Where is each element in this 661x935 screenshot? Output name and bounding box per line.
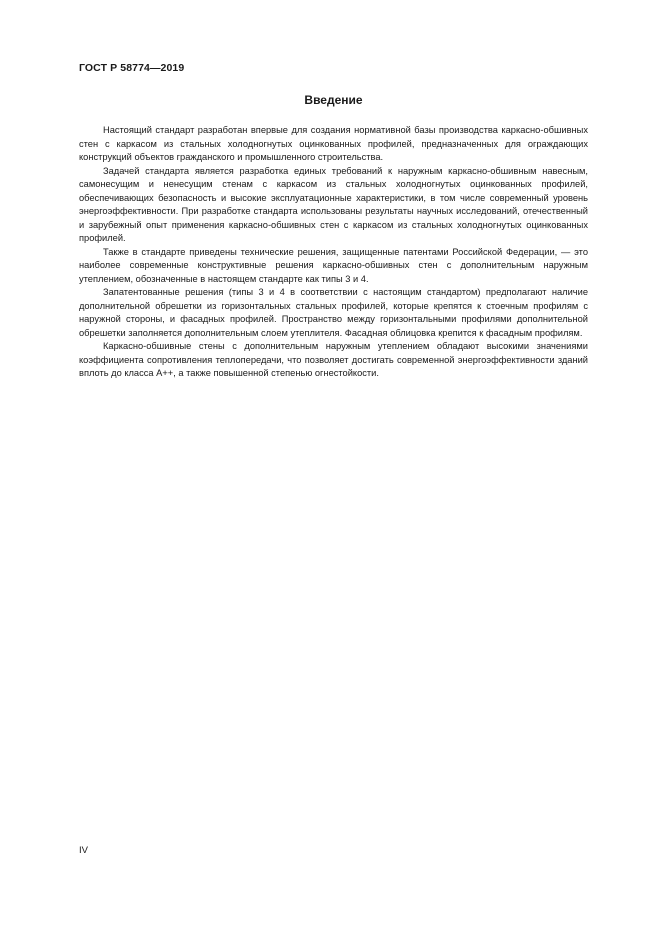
paragraph-4: Запатентованные решения (типы 3 и 4 в соответствии с настоящим стандартом) предполагают наличие дополнительной обрешетки из горизонтальных стальных профилей, которые крепятся к стоечным профилям с наружной стороны, и фасадных профилей. Пространство между горизонтальными профилями дополнительной обрешетки заполняется дополнительным слоем утеплителя. Фасадная облицовка крепится к фасадным профилям. [79, 287, 588, 338]
paragraph-5: Каркасно-обшивные стены с дополнительным наружным утеплением обладают высокими значениями коэффициента сопротивления теплопередачи, что позволяет достигать современной энергоэффективности зданий вплоть до класса А++, а также повышенной степенью огнестойкости. [79, 341, 588, 378]
document-body [79, 124, 588, 381]
document-header: ГОСТ Р 58774—2019 [79, 62, 185, 74]
paragraph-3: Также в стандарте приведены технические решения, защищенные патентами Российской Федерации, — это наиболее современные конструктивные решения каркасно-обшивных стен с дополнительным наружным утеплением, обозначенные в настоящем стандарте как типы 3 и 4. [79, 246, 588, 284]
page-number: IV [79, 845, 88, 856]
paragraph-1: Настоящий стандарт разработан впервые для создания нормативной базы производства каркасно-обшивных стен с каркасом из стальных холодногнутых оцинкованных профилей, предназначенных для ограждающих конструкций объектов гражданского и промышленного строительства. [79, 125, 588, 162]
paragraph-2: Задачей стандарта является разработка единых требований к наружным каркасно-обшивным навесным, самонесущим и ненесущим стенам с каркасом из стальных холодногнутых оцинкованных профилей, обеспечивающих безопасность и высокие эксплуатационные характеристики, в том числе современный уровень энергоэффективности. При разработке стандарта использованы результаты научных исследований, отечественный и зарубежный опыт применения каркасно-обшивных стен с каркасом из стальных холодногнутых оцинкованных профилей. [79, 165, 588, 243]
section-title: Введение [304, 93, 363, 107]
